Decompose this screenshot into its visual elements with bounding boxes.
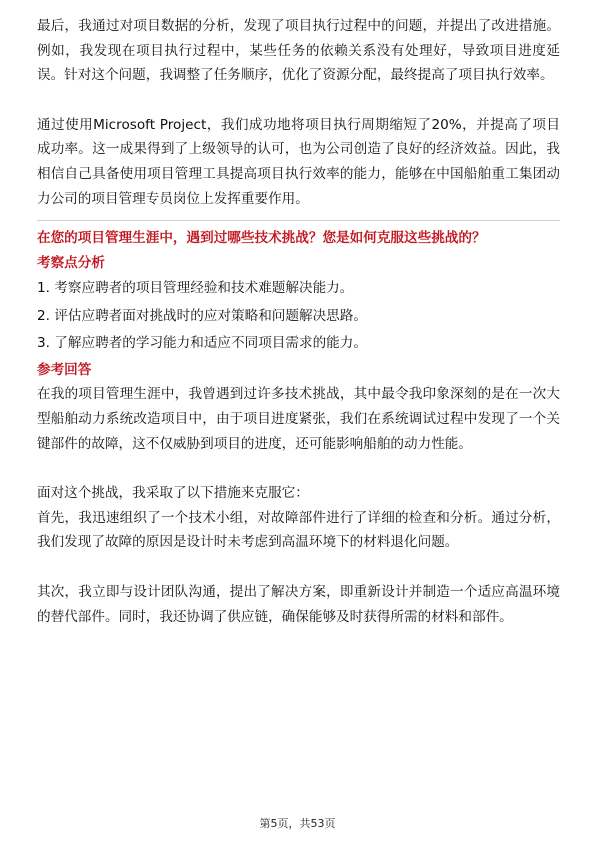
analysis-item: 3. 了解应聘者的学习能力和适应不同项目需求的能力。 [37,335,367,352]
question-heading: 在您的项目管理生涯中，遇到过哪些技术挑战？您是如何克服这些挑战的？ [37,230,486,247]
page-number: 第5页，共53页 [259,817,336,830]
paragraph-gap [37,555,560,580]
section-divider [37,220,560,221]
answer-paragraph: 其次，我立即与设计团队沟通，提出了解决方案，即重新设计并制造一个适应高温环境的替代部件。同时，我还协调了供应链，确保能够及时获得所需的材料和部件。 [37,584,560,625]
answer-paragraph: 面对这个挑战，我采取了以下措施来克服它： [37,485,309,502]
analysis-item: 2. 评估应聘者面对挑战时的应对策略和问题解决思路。 [37,307,367,324]
intro-paragraph-1: 最后，我通过对项目数据的分析，发现了项目执行过程中的问题，并提出了改进措施。例如，我发现在项目执行过程中，某些任务的依赖关系没有处理好，导致项目进度延误。针对这个问题，我调整了任务顺序，优化了资源分配，最终提高了项目执行效率。 [37,18,560,84]
answer-paragraph: 首先，我迅速组织了一个技术小组，对故障部件进行了详细的检查和分析。通过分析，我们发现了故障的原因是设计时未考虑到高温环境下的材料退化问题。 [37,509,560,551]
paragraph-gap [37,456,560,481]
answer-title: 参考回答 [37,361,92,378]
intro-paragraph-2: 通过使用Microsoft Project，我们成功地将项目执行周期缩短了20%，并提高了项目成功率。这一成果得到了上级领导的认可，也为公司创造了良好的经济效益。因此，我相信自己具备使用项目管理工具提高项目执行效率的能力，能够在中国船舶重工集团动力公司的项目管理专员岗位上发挥重要作用。 [37,116,560,207]
analysis-title: 考察点分析 [37,254,105,271]
analysis-item: 1. 考察应聘者的项目管理经验和技术难题解决能力。 [37,280,354,297]
answer-paragraph: 在我的项目管理生涯中，我曾遇到过许多技术挑战，其中最令我印象深刻的是在一次大型船舶动力系统改造项目中，由于项目进度紧张，我们在系统调试过程中发现了一个关键部件的故障，这不仅威胁到项目的进度，还可能影响船舶的动力性能。 [37,386,560,452]
paragraph-gap [37,88,560,113]
document-page [37,14,560,629]
